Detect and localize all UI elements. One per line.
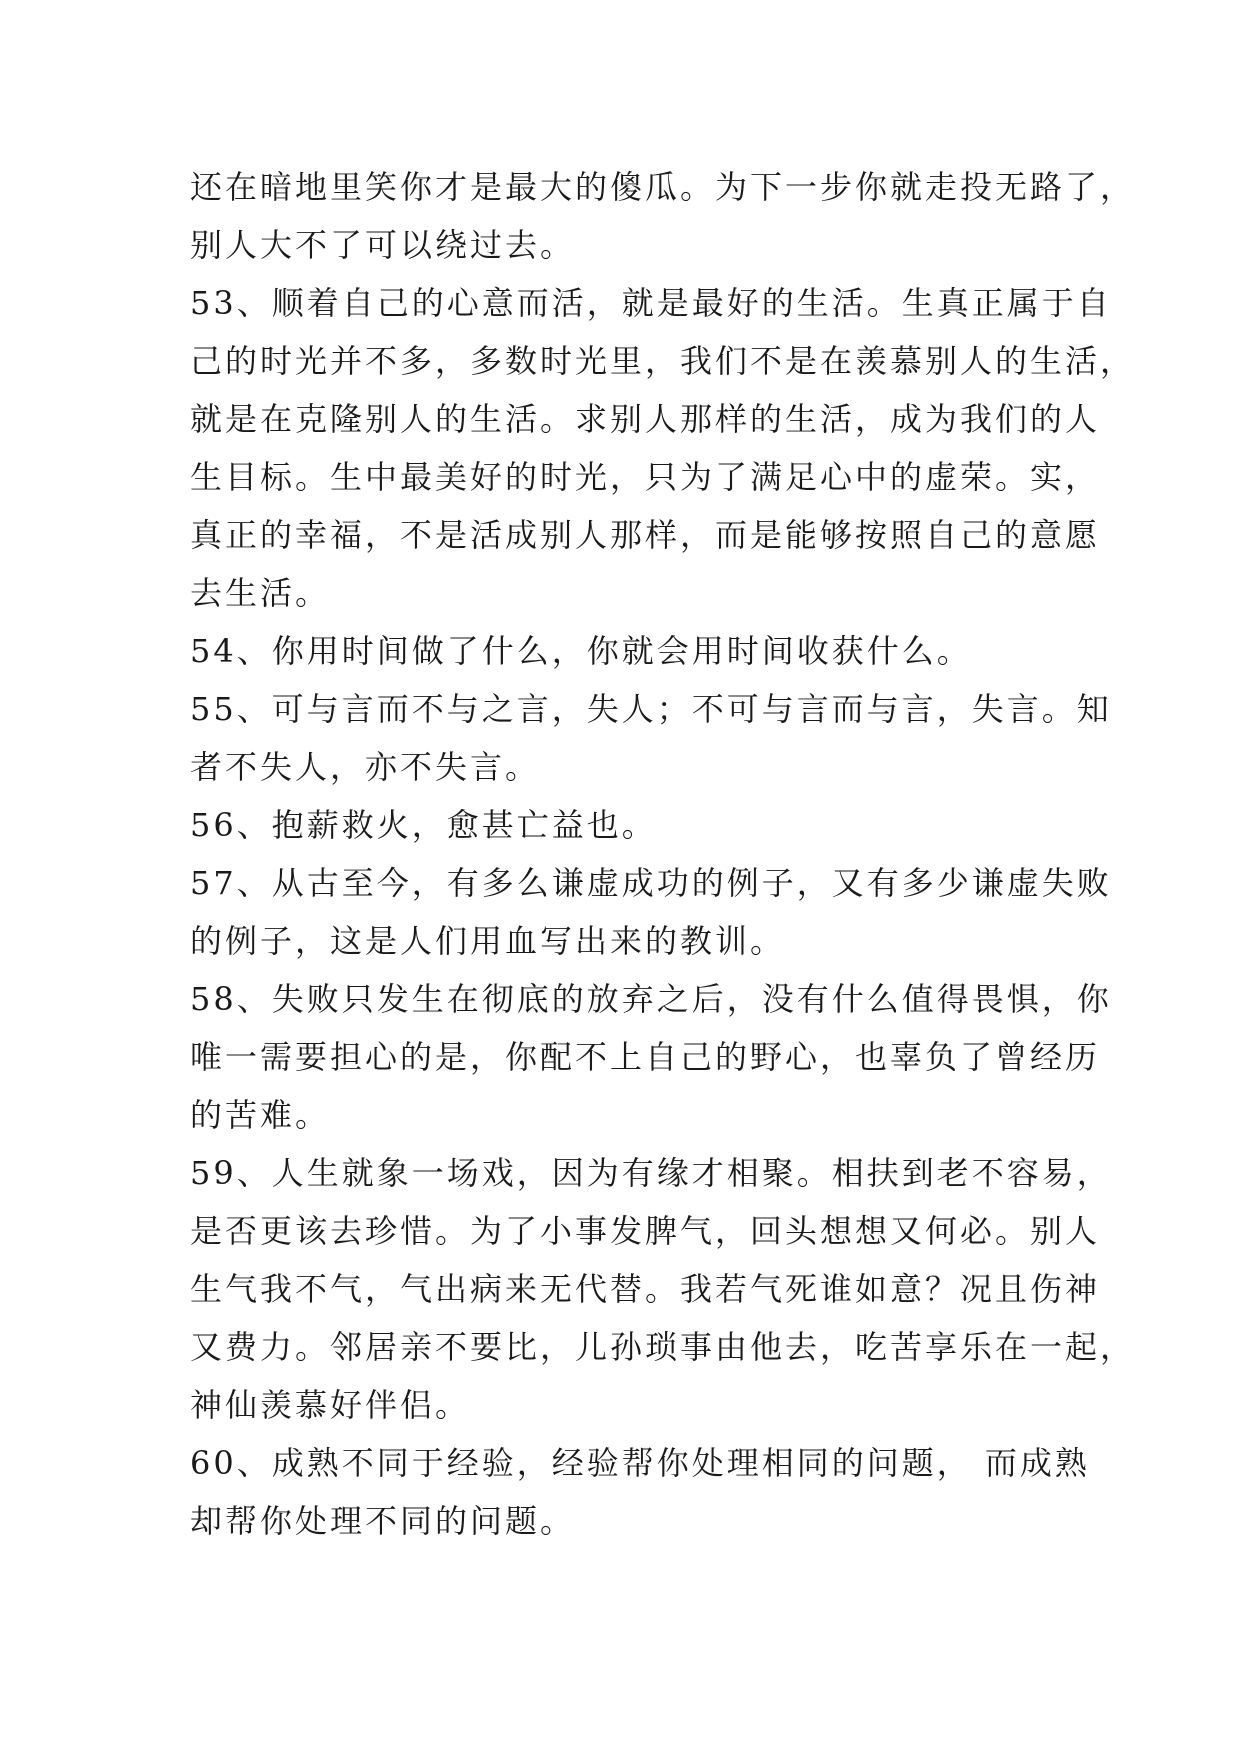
text-line: 58、失败只发生在彻底的放弃之后，没有什么值得畏惧，你 — [190, 980, 1112, 1018]
text-line: 生目标。生中最美好的时光，只为了满足心中的虚荣。实， — [190, 458, 1101, 496]
text-line: 54、你用时间做了什么，你就会用时间收获什么。 — [190, 632, 972, 670]
text-line: 唯一需要担心的是，你配不上自己的野心，也辜负了曾经历 — [190, 1038, 1101, 1076]
text-line: 者不失人，亦不失言。 — [190, 748, 541, 786]
text-line: 56、抱薪救火，愈甚亡益也。 — [190, 806, 657, 844]
text-line: 是否更该去珍惜。为了小事发脾气，回头想想又何必。别人 — [190, 1212, 1101, 1250]
body-text — [190, 158, 1136, 1550]
text-line: 又费力。邻居亲不要比，儿孙琐事由他去，吃苦享乐在一起， — [190, 1328, 1136, 1366]
text-line: 去生活。 — [190, 574, 331, 612]
text-line: 60、成熟不同于经验，经验帮你处理相同的问题， 而成熟 — [190, 1444, 1090, 1482]
text-line: 生气我不气，气出病来无代替。我若气死谁如意？况且伤神 — [190, 1270, 1101, 1308]
text-line: 别人大不了可以绕过去。 — [190, 226, 576, 264]
text-line: 57、从古至今，有多么谦虚成功的例子，又有多少谦虚失败 — [190, 864, 1112, 902]
text-line: 己的时光并不多，多数时光里，我们不是在羡慕别人的生活， — [190, 342, 1136, 380]
text-line: 55、可与言而不与之言，失人；不可与言而与言，失言。知 — [190, 690, 1112, 728]
text-line: 真正的幸福，不是活成别人那样，而是能够按照自己的意愿 — [190, 516, 1101, 554]
text-line: 53、顺着自己的心意而活，就是最好的生活。生真正属于自 — [190, 284, 1112, 322]
text-line: 的例子，这是人们用血写出来的教训。 — [190, 922, 786, 960]
text-line: 神仙羡慕好伴侣。 — [190, 1386, 471, 1424]
text-line: 还在暗地里笑你才是最大的傻瓜。为下一步你就走投无路了， — [190, 168, 1136, 206]
text-line: 却帮你处理不同的问题。 — [190, 1502, 576, 1540]
text-line: 就是在克隆别人的生活。求别人那样的生活，成为我们的人 — [190, 400, 1101, 438]
text-line: 的苦难。 — [190, 1096, 331, 1134]
text-line: 59、人生就象一场戏，因为有缘才相聚。相扶到老不容易， — [190, 1154, 1112, 1192]
